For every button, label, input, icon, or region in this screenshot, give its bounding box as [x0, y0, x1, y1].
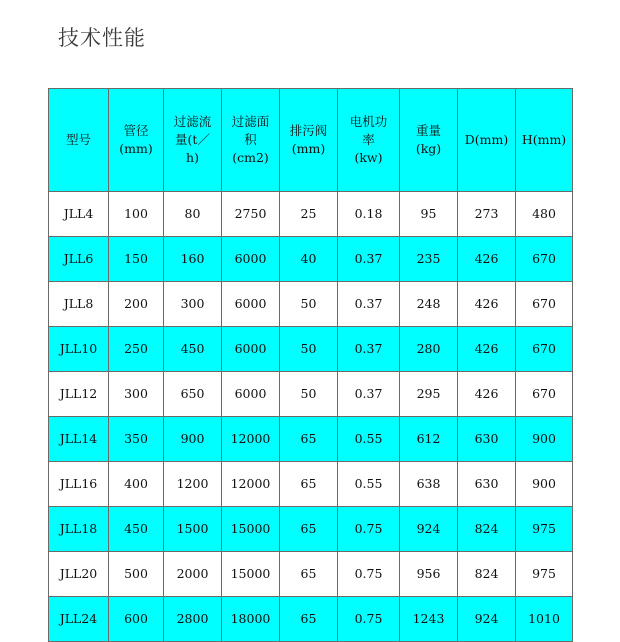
- table-cell: 12000: [222, 417, 280, 462]
- table-cell: 100: [109, 192, 164, 237]
- table-body: [49, 192, 573, 642]
- table-header-cell-line: D(mm): [464, 131, 509, 147]
- table-row: [49, 597, 573, 642]
- table-cell: 450: [164, 327, 222, 372]
- table-cell-model: JLL18: [49, 507, 109, 552]
- table-cell: 160: [164, 237, 222, 282]
- table-cell-model: JLL10: [49, 327, 109, 372]
- table-cell: 273: [458, 192, 516, 237]
- table-cell: 65: [280, 597, 338, 642]
- table-cell: 12000: [222, 462, 280, 507]
- table-cell: 0.37: [338, 237, 400, 282]
- table-cell: 900: [164, 417, 222, 462]
- table-cell: 630: [458, 462, 516, 507]
- table-cell: 150: [109, 237, 164, 282]
- table-cell: 450: [109, 507, 164, 552]
- table-cell: 300: [109, 372, 164, 417]
- table-header-cell: [49, 89, 109, 192]
- table-row: [49, 282, 573, 327]
- table-header-row: [49, 89, 573, 192]
- table-header-cell-line: 量(t／: [175, 131, 210, 147]
- table-cell: 80: [164, 192, 222, 237]
- table-row: [49, 417, 573, 462]
- table-cell: 2750: [222, 192, 280, 237]
- table-header-cell-line: (cm2): [232, 150, 269, 166]
- table-cell: 924: [458, 597, 516, 642]
- spec-table-container: [48, 88, 572, 642]
- table-cell: 900: [516, 462, 573, 507]
- table-row: [49, 462, 573, 507]
- table-header-cell: [338, 89, 400, 192]
- table-cell: 295: [400, 372, 458, 417]
- table-cell-model: JLL24: [49, 597, 109, 642]
- table-cell: 6000: [222, 327, 280, 372]
- table-row: [49, 237, 573, 282]
- table-cell: 300: [164, 282, 222, 327]
- table-cell: 824: [458, 552, 516, 597]
- table-cell-model: JLL14: [49, 417, 109, 462]
- table-header-cell-line: H(mm): [521, 131, 567, 147]
- table-cell: 500: [109, 552, 164, 597]
- table-cell: 2000: [164, 552, 222, 597]
- table-cell: 975: [516, 552, 573, 597]
- table-cell: 280: [400, 327, 458, 372]
- table-cell: 50: [280, 327, 338, 372]
- table-row: [49, 507, 573, 552]
- table-cell-model: JLL6: [49, 237, 109, 282]
- table-cell: 0.75: [338, 552, 400, 597]
- table-header-cell: [109, 89, 164, 192]
- table-header-cell: [222, 89, 280, 192]
- table-cell: 248: [400, 282, 458, 327]
- table-cell: 65: [280, 552, 338, 597]
- table-header-cell: [280, 89, 338, 192]
- table-cell: 1010: [516, 597, 573, 642]
- table-cell: 0.37: [338, 282, 400, 327]
- table-header-cell-line: (mm): [119, 141, 153, 156]
- table-cell: 350: [109, 417, 164, 462]
- table-cell: 6000: [222, 282, 280, 327]
- table-header-cell-line: 率: [362, 131, 375, 147]
- table-header-cell-line: 型号: [65, 131, 91, 147]
- table-cell-model: JLL8: [49, 282, 109, 327]
- table-header-cell-line: 电机功: [349, 113, 388, 129]
- table-cell: 426: [458, 372, 516, 417]
- table-cell: 426: [458, 237, 516, 282]
- table-cell: 15000: [222, 507, 280, 552]
- table-cell: 975: [516, 507, 573, 552]
- table-cell: 95: [400, 192, 458, 237]
- table-cell: 638: [400, 462, 458, 507]
- table-header-cell-line: h): [186, 150, 199, 166]
- table-cell: 0.18: [338, 192, 400, 237]
- table-cell: 1243: [400, 597, 458, 642]
- table-header-cell-line: 管径: [123, 122, 149, 138]
- table-cell: 6000: [222, 372, 280, 417]
- table-header-cell: [400, 89, 458, 192]
- table-cell: 15000: [222, 552, 280, 597]
- table-cell: 65: [280, 417, 338, 462]
- table-cell: 2800: [164, 597, 222, 642]
- table-cell: 670: [516, 237, 573, 282]
- table-cell: 200: [109, 282, 164, 327]
- table-cell-model: JLL20: [49, 552, 109, 597]
- table-cell: 0.55: [338, 462, 400, 507]
- table-cell: 956: [400, 552, 458, 597]
- table-header-cell-line: 过滤流: [173, 113, 212, 129]
- table-cell: 426: [458, 282, 516, 327]
- table-header-cell-line: 积: [244, 131, 257, 147]
- table-cell: 50: [280, 282, 338, 327]
- table-cell: 670: [516, 372, 573, 417]
- table-cell: 25: [280, 192, 338, 237]
- table-header-cell: [516, 89, 573, 192]
- table-cell: 400: [109, 462, 164, 507]
- table-row: [49, 372, 573, 417]
- table-cell-model: JLL12: [49, 372, 109, 417]
- table-cell: 250: [109, 327, 164, 372]
- table-cell: 650: [164, 372, 222, 417]
- table-cell: 670: [516, 282, 573, 327]
- table-cell: 6000: [222, 237, 280, 282]
- page-title: 技术性能: [58, 26, 146, 50]
- table-header-cell-line: (kg): [415, 141, 442, 156]
- table-header-cell-line: 过滤面: [231, 113, 270, 129]
- table-header-cell-line: (mm): [291, 141, 326, 156]
- table-cell: 65: [280, 462, 338, 507]
- table-cell: 235: [400, 237, 458, 282]
- table-row: [49, 552, 573, 597]
- table-header: [49, 89, 573, 192]
- table-row: [49, 327, 573, 372]
- table-cell: 900: [516, 417, 573, 462]
- table-cell-model: JLL4: [49, 192, 109, 237]
- table-cell-model: JLL16: [49, 462, 109, 507]
- table-header-cell-line: 重量: [415, 122, 441, 138]
- table-cell: 1200: [164, 462, 222, 507]
- table-header-cell-line: 排污阀: [289, 122, 328, 138]
- table-header-cell-line: (kw): [354, 150, 383, 166]
- table-cell: 670: [516, 327, 573, 372]
- table-cell: 824: [458, 507, 516, 552]
- table-cell: 480: [516, 192, 573, 237]
- table-cell: 0.55: [338, 417, 400, 462]
- table-cell: 0.75: [338, 507, 400, 552]
- table-header-cell: [164, 89, 222, 192]
- table-cell: 18000: [222, 597, 280, 642]
- table-cell: 65: [280, 507, 338, 552]
- table-row: [49, 192, 573, 237]
- table-cell: 1500: [164, 507, 222, 552]
- table-cell: 924: [400, 507, 458, 552]
- table-cell: 0.37: [338, 372, 400, 417]
- table-cell: 0.75: [338, 597, 400, 642]
- table-cell: 40: [280, 237, 338, 282]
- table-cell: 612: [400, 417, 458, 462]
- table-cell: 50: [280, 372, 338, 417]
- table-cell: 600: [109, 597, 164, 642]
- table-header-cell: [458, 89, 516, 192]
- table-cell: 426: [458, 327, 516, 372]
- table-cell: 630: [458, 417, 516, 462]
- table-cell: 0.37: [338, 327, 400, 372]
- technical-specifications-table: [48, 88, 573, 642]
